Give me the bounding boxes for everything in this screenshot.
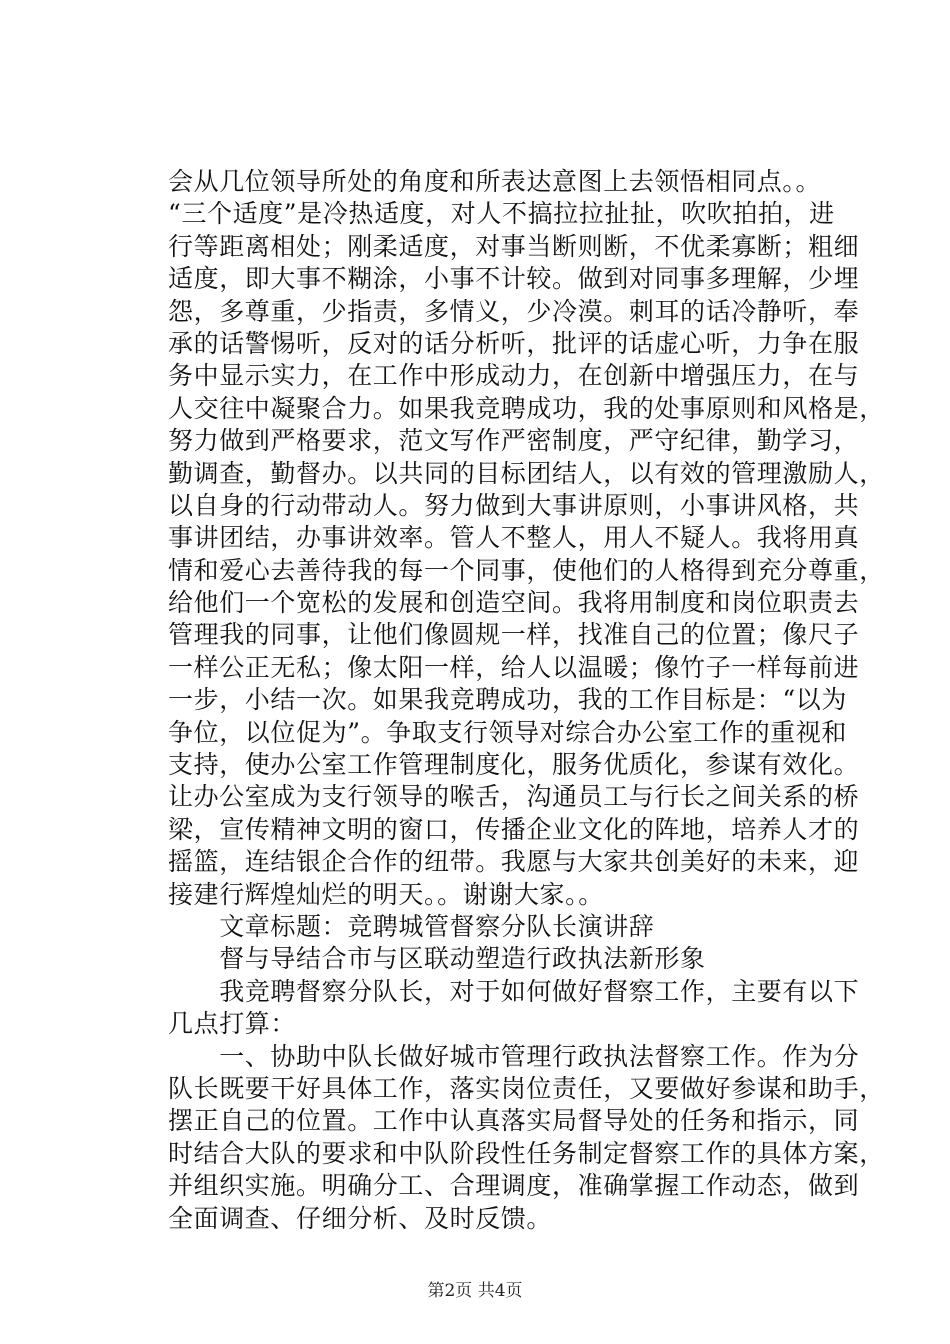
text-line: 一、协助中队长做好城市管理行政执法督察工作。作为分 <box>168 1041 860 1071</box>
text-line: 勤调查，勤督办。以共同的目标团结人，以有效的管理激励人， <box>168 458 885 488</box>
text-line: 接建行辉煌灿烂的明天。。谢谢大家。。 <box>168 879 604 909</box>
text-line: 情和爱心去善待我的每一个同事，使他们的人格得到充分尊重， <box>168 555 885 585</box>
text-line: 人交往中凝聚合力。如果我竞聘成功，我的处事原则和风格是， <box>168 393 885 423</box>
text-line: 队长既要干好具体工作，落实岗位责任，又要做好参谋和助手， <box>168 1073 885 1103</box>
text-line: 努力做到严格要求，范文写作严密制度，严守纪律，勤学习， <box>168 426 860 456</box>
document-body <box>168 166 885 1235</box>
text-line: 给他们一个宽松的发展和创造空间。我将用制度和岗位职责去 <box>168 588 860 618</box>
text-line: 一步，小结一次。如果我竞聘成功，我的工作目标是：“以为 <box>168 685 847 715</box>
article-subtitle: 督与导结合市与区联动塑造行政执法新形象 <box>168 944 706 974</box>
text-line: 承的话警惕听，反对的话分析听，批评的话虚心听，力争在服 <box>168 328 860 358</box>
text-line: 摆正自己的位置。工作中认真落实局督导处的任务和指示，同 <box>168 1106 860 1136</box>
page-number-footer: 第2页 共4页 <box>427 1281 523 1301</box>
text-line: 几点打算： <box>168 1009 297 1039</box>
text-line: 让办公室成为支行领导的喉舌，沟通员工与行长之间关系的桥 <box>168 782 860 812</box>
text-line: 行等距离相处；刚柔适度，对事当断则断，不优柔寡断；粗细 <box>168 231 860 261</box>
text-line: 摇篮，连结银企合作的纽带。我愿与大家共创美好的未来，迎 <box>168 847 860 877</box>
text-line: 争位，以位促为”。争取支行领导对综合办公室工作的重视和 <box>168 717 847 747</box>
text-line: 务中显示实力，在工作中形成动力，在创新中增强压力，在与 <box>168 361 860 391</box>
text-line: 一样公正无私；像太阳一样，给人以温暖；像竹子一样每前进 <box>168 652 860 682</box>
text-line: 全面调查、仔细分析、及时反馈。 <box>168 1203 553 1233</box>
text-line: 会从几位领导所处的角度和所表达意图上去领悟相同点。。 <box>168 167 822 196</box>
text-line: 怨，多尊重，少指责，多情义，少冷漠。刺耳的话冷静听，奉 <box>168 296 860 326</box>
text-line: “三个适度”是冷热适度，对人不搞拉拉扯扯，吹吹拍拍，进 <box>168 199 835 229</box>
article-title: 文章标题：竞聘城管督察分队长演讲辞 <box>168 911 655 941</box>
text-line: 支持，使办公室工作管理制度化，服务优质化，参谋有效化。 <box>168 750 860 780</box>
text-line: 时结合大队的要求和中队阶段性任务制定督察工作的具体方案， <box>168 1138 885 1168</box>
text-line: 适度，即大事不糊涂，小事不计较。做到对同事多理解，少埋 <box>168 264 860 294</box>
text-line: 并组织实施。明确分工、合理调度，准确掌握工作动态，做到 <box>168 1171 860 1201</box>
text-line: 梁，宣传精神文明的窗口，传播企业文化的阵地，培养人才的 <box>168 814 860 844</box>
text-line: 我竞聘督察分队长，对于如何做好督察工作，主要有以下 <box>168 976 860 1006</box>
text-line: 事讲团结，办事讲效率。管人不整人，用人不疑人。我将用真 <box>168 523 860 553</box>
text-line: 以自身的行动带动人。努力做到大事讲原则，小事讲风格，共 <box>168 490 860 520</box>
text-line: 管理我的同事，让他们像圆规一样，找准自己的位置；像尺子 <box>168 620 860 650</box>
